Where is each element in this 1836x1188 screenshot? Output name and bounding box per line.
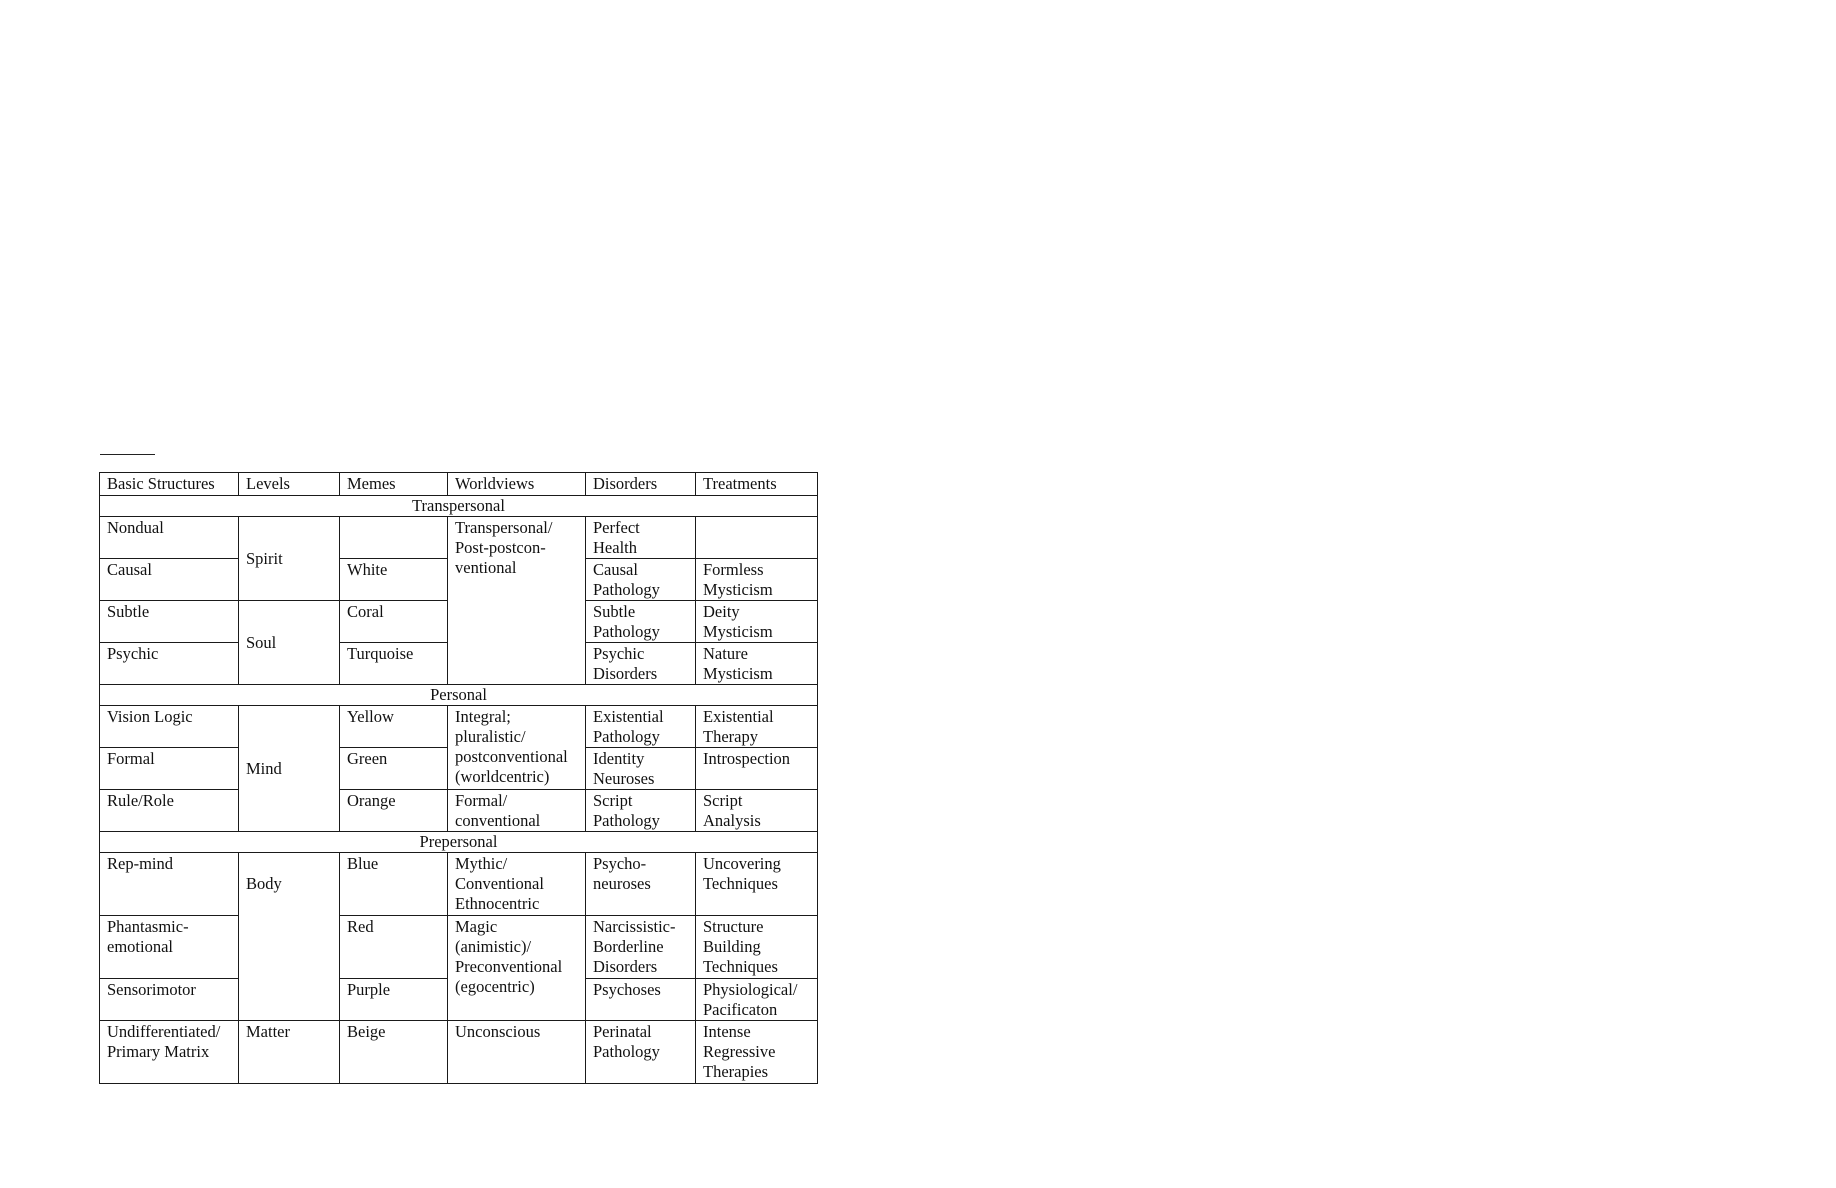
table-row	[100, 853, 818, 916]
level-cell: Mind	[239, 706, 340, 832]
disorder-cell: Perfect Health	[586, 517, 696, 559]
disorder-cell: Existential Pathology	[586, 706, 696, 748]
disorder-cell: Identity Neuroses	[586, 748, 696, 790]
header-memes: Memes	[340, 473, 448, 496]
level-cell: Matter	[239, 1021, 340, 1084]
structure-cell: Rule/Role	[100, 790, 239, 832]
worldview-cell: Unconscious	[448, 1021, 586, 1084]
disorder-cell: Script Pathology	[586, 790, 696, 832]
treatment-cell: Introspection	[696, 748, 818, 790]
structure-cell: Formal	[100, 748, 239, 790]
table-row	[100, 1021, 818, 1084]
meme-cell: Orange	[340, 790, 448, 832]
structure-cell: Nondual	[100, 517, 239, 559]
table-row	[100, 790, 818, 832]
header-treatments: Treatments	[696, 473, 818, 496]
level-cell: Spirit	[239, 517, 340, 601]
treatment-cell	[696, 517, 818, 559]
disorder-cell: Narcissistic- Borderline Disorders	[586, 916, 696, 979]
section-personal: Personal	[100, 685, 818, 706]
structure-cell: Causal	[100, 559, 239, 601]
disorder-cell: Subtle Pathology	[586, 601, 696, 643]
treatment-cell: Intense Regressive Therapies	[696, 1021, 818, 1084]
table-row	[100, 916, 818, 979]
section-prepersonal: Prepersonal	[100, 832, 818, 853]
treatment-cell: Uncovering Techniques	[696, 853, 818, 916]
table-row	[100, 517, 818, 559]
disorder-cell: Psychoses	[586, 979, 696, 1021]
meme-cell: Beige	[340, 1021, 448, 1084]
meme-cell: Red	[340, 916, 448, 979]
structure-cell: Psychic	[100, 643, 239, 685]
structure-cell: Sensorimotor	[100, 979, 239, 1021]
header-disorders: Disorders	[586, 473, 696, 496]
worldview-cell: Transpersonal/ Post-postcon- ventional	[448, 517, 586, 685]
treatment-cell: Existential Therapy	[696, 706, 818, 748]
disorder-cell: Causal Pathology	[586, 559, 696, 601]
worldview-cell: Magic (animistic)/ Preconventional (egocentric)	[448, 916, 586, 1021]
treatment-cell: Structure Building Techniques	[696, 916, 818, 979]
meme-cell: Turquoise	[340, 643, 448, 685]
treatment-cell: Physiological/ Pacificaton	[696, 979, 818, 1021]
worldview-cell: Integral; pluralistic/ postconventional (worldcentric)	[448, 706, 586, 790]
section-row	[100, 832, 818, 853]
meme-cell: Coral	[340, 601, 448, 643]
section-transpersonal: Transpersonal	[100, 496, 818, 517]
header-levels: Levels	[239, 473, 340, 496]
worldview-cell: Mythic/ Conventional Ethnocentric	[448, 853, 586, 916]
treatment-cell: Nature Mysticism	[696, 643, 818, 685]
meme-cell: Green	[340, 748, 448, 790]
meme-cell: Yellow	[340, 706, 448, 748]
short-rule-line	[100, 454, 155, 455]
structure-cell: Phantasmic- emotional	[100, 916, 239, 979]
meme-cell	[340, 517, 448, 559]
meme-cell: Blue	[340, 853, 448, 916]
section-row	[100, 496, 818, 517]
structure-cell: Subtle	[100, 601, 239, 643]
structure-cell: Vision Logic	[100, 706, 239, 748]
structure-cell: Undifferentiated/ Primary Matrix	[100, 1021, 239, 1084]
header-worldviews: Worldviews	[448, 473, 586, 496]
section-row	[100, 685, 818, 706]
developmental-matrix-table	[99, 472, 818, 1084]
disorder-cell: Perinatal Pathology	[586, 1021, 696, 1084]
disorder-cell: Psychic Disorders	[586, 643, 696, 685]
level-cell: Soul	[239, 601, 340, 685]
structure-cell: Rep-mind	[100, 853, 239, 916]
treatment-cell: Script Analysis	[696, 790, 818, 832]
treatment-cell: Deity Mysticism	[696, 601, 818, 643]
treatment-cell: Formless Mysticism	[696, 559, 818, 601]
header-basic-structures: Basic Structures	[100, 473, 239, 496]
table-row	[100, 706, 818, 748]
header-row	[100, 473, 818, 496]
worldview-cell: Formal/ conventional	[448, 790, 586, 832]
level-cell	[239, 853, 340, 1021]
meme-cell: White	[340, 559, 448, 601]
meme-cell: Purple	[340, 979, 448, 1021]
disorder-cell: Psycho- neuroses	[586, 853, 696, 916]
level-label: Body	[246, 874, 282, 893]
